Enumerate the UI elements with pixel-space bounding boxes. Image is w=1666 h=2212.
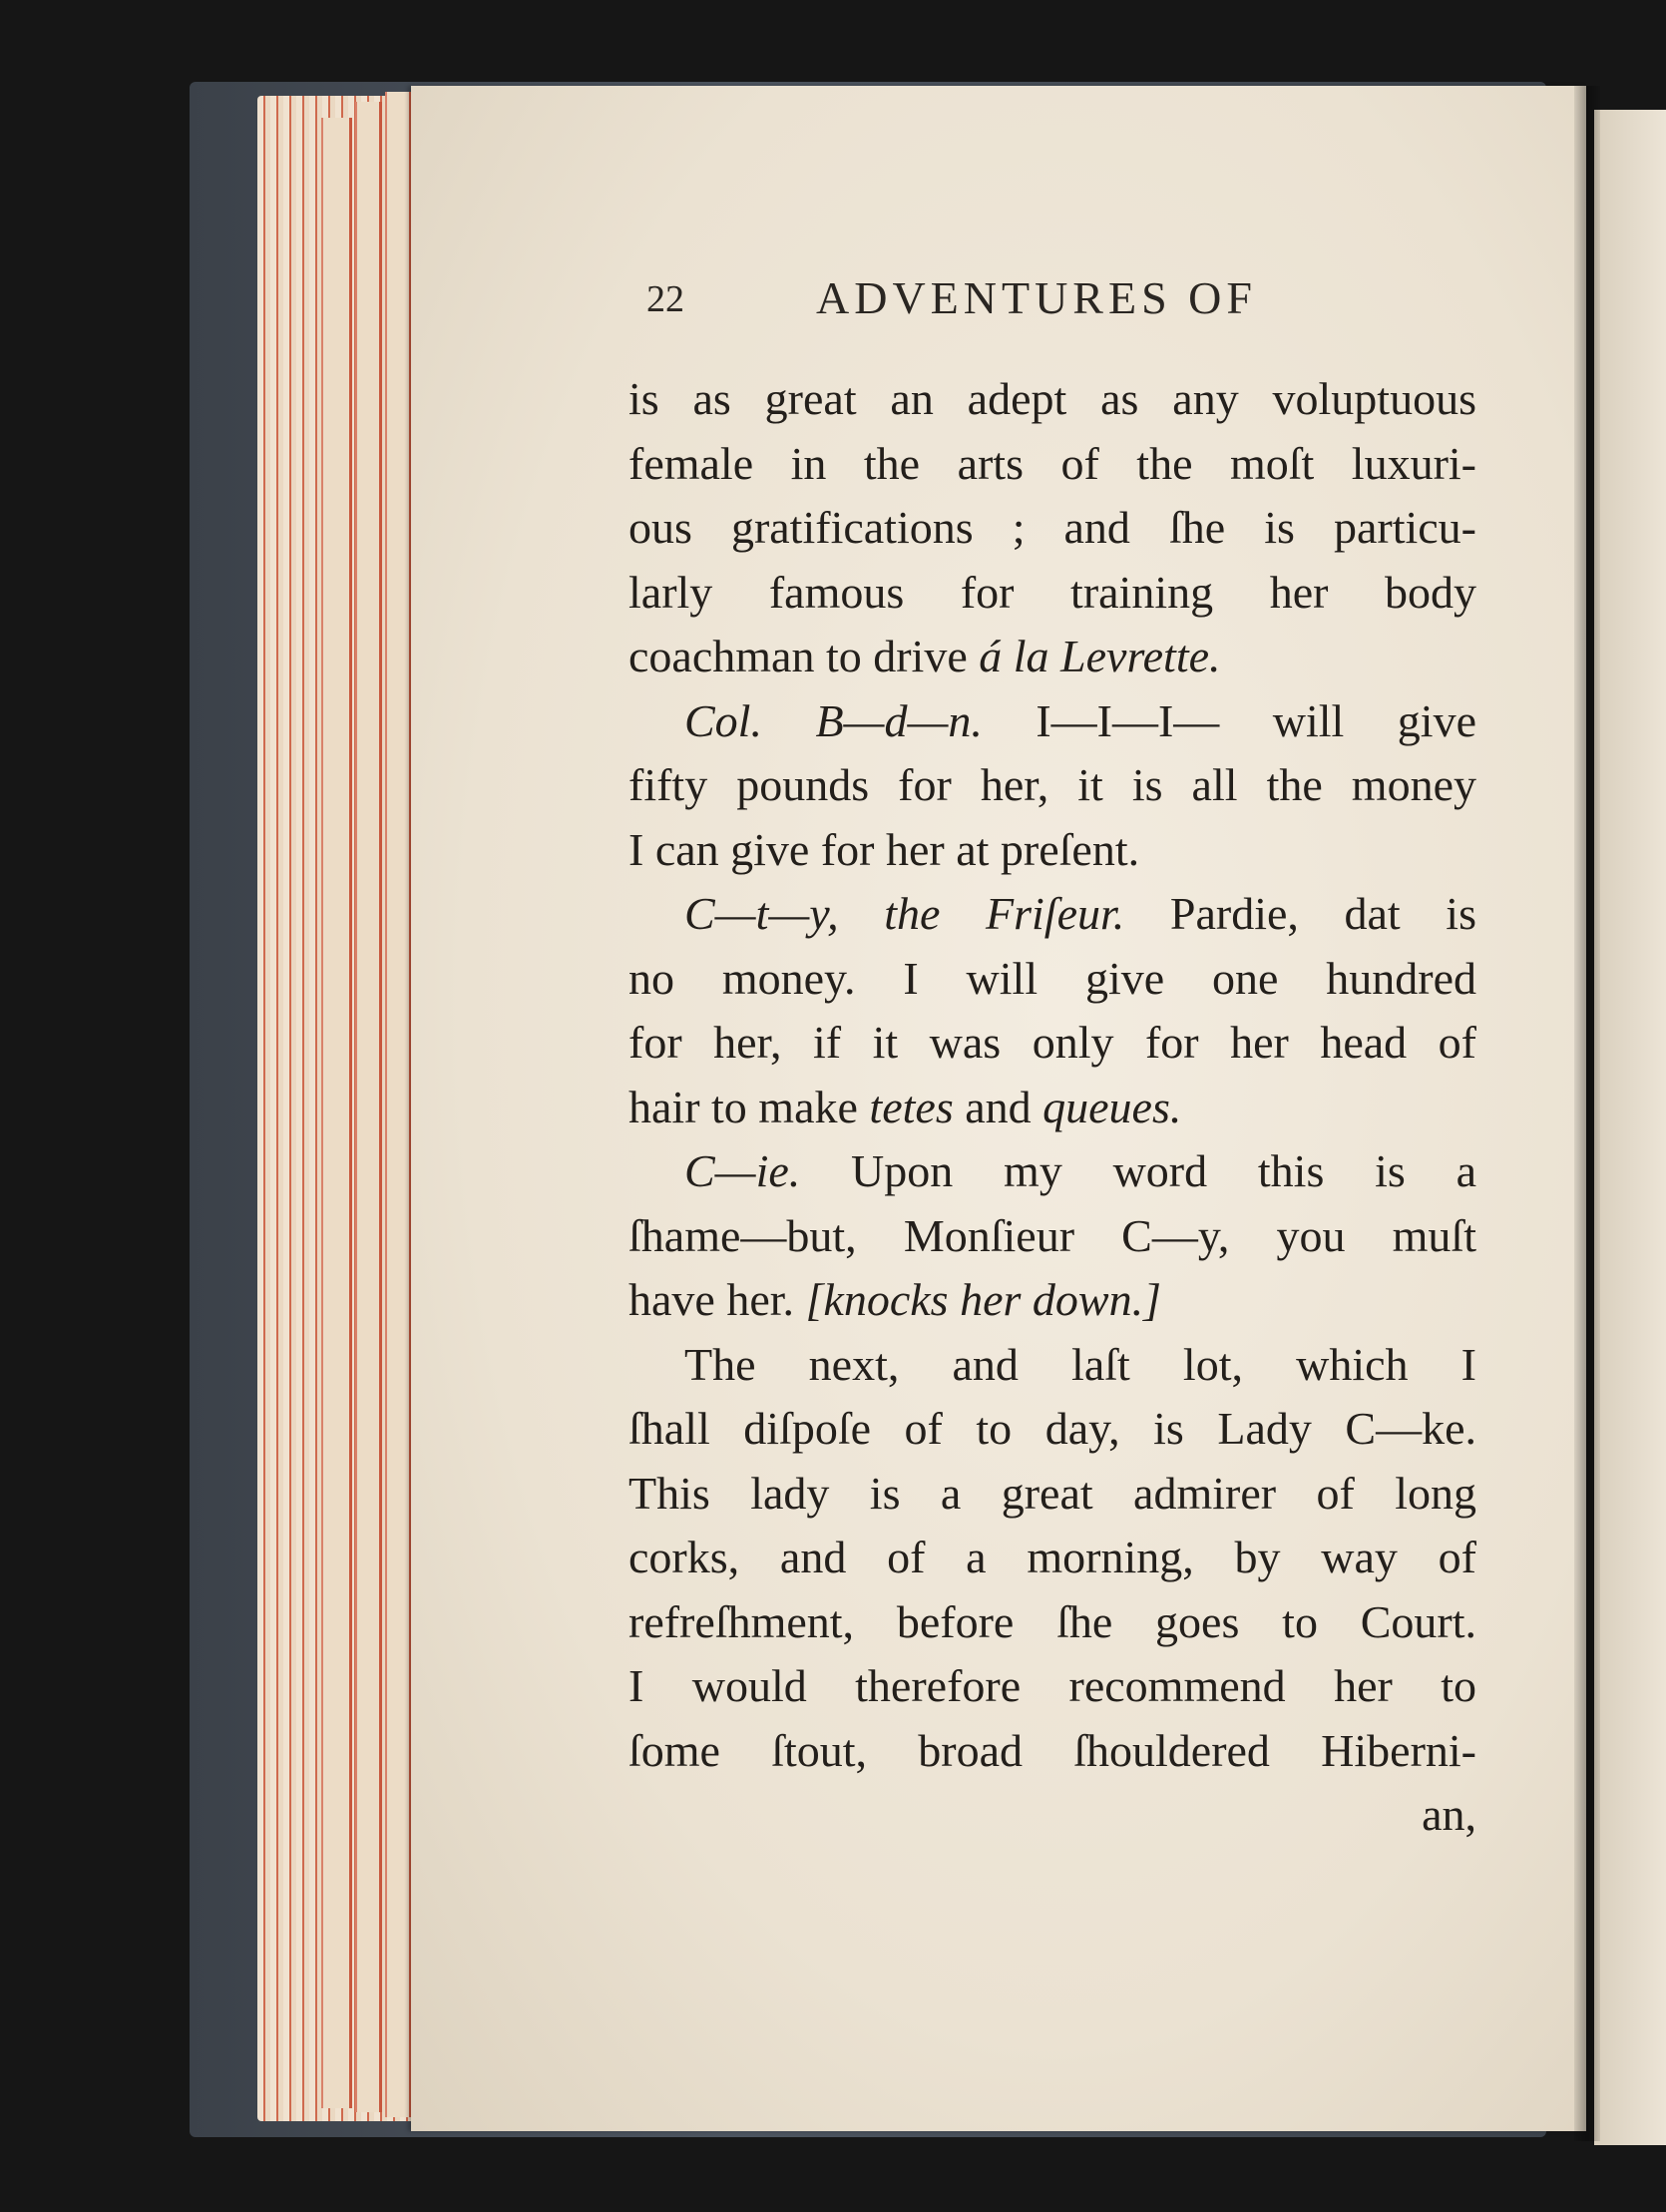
text-line: corks, and of a morning, by way of (628, 1532, 1476, 1582)
body-text (628, 367, 1476, 1848)
text-line: ſome ſtout, broad ſhouldered Hiberni- (628, 1724, 1476, 1776)
speech-line (628, 1139, 1476, 1204)
running-head (646, 271, 1335, 331)
text-line: is as great an adept as any voluptuous (628, 373, 1476, 424)
text-line: ſhame—but, Monſieur C—y, you muſt (628, 1209, 1476, 1261)
text-line (628, 1076, 1476, 1140)
speaker-name: C—ie. (684, 1145, 801, 1196)
speech-line (628, 689, 1476, 754)
text-run: Pardie, dat is (1124, 888, 1476, 939)
text-line: refreſhment, before ſhe goes to Court. (628, 1595, 1476, 1647)
speaker-name: C—t—y, the Friſeur. (684, 888, 1125, 939)
catchword: an, (1422, 1789, 1476, 1840)
text-line: larly famous for training her body (628, 566, 1476, 618)
text-line: This lady is a great admirer of long (628, 1467, 1476, 1519)
speaker-name: Col. B—d—n. (684, 694, 983, 746)
page-edge-layer (355, 102, 382, 2112)
text-line: I can give for her at preſent. (628, 823, 1140, 875)
speech-line (628, 882, 1476, 947)
page-edge-layer (385, 92, 412, 2117)
text-run: hair to make (628, 1081, 870, 1132)
italic-run: tetes (869, 1081, 954, 1132)
running-title: ADVENTURES OF (816, 272, 1257, 323)
italic-run: queues. (1042, 1081, 1182, 1132)
text-line: ſhall diſpoſe of to day, is Lady C—ke. (628, 1403, 1476, 1454)
text-line: no money. I will give one hundred (628, 952, 1476, 1004)
stage-direction: [knocks her down.] (805, 1274, 1161, 1325)
text-line: I would therefore recommend her to (628, 1660, 1476, 1711)
text-line: The next, and laſt lot, which I (684, 1338, 1476, 1390)
text-run: have her. (628, 1274, 806, 1325)
text-run: and (953, 1081, 1043, 1132)
text-line: ous gratifications ; and ſhe is particu- (628, 502, 1476, 553)
text-line: fifty pounds for her, it is all the money (628, 759, 1476, 810)
text-run: coachman to drive (628, 631, 980, 681)
text-line: for her, if it was only for her head of (628, 1017, 1476, 1068)
italic-run: á la Levrette. (979, 631, 1221, 681)
text-run: I—I—I— will give (982, 694, 1476, 746)
page-edge-layer (321, 118, 352, 2108)
page-gutter (1574, 86, 1600, 2141)
text-run: Upon my word this is a (800, 1145, 1476, 1196)
text-line (628, 1268, 1476, 1333)
facing-page-edge (1594, 110, 1666, 2145)
text-line (628, 625, 1476, 689)
page-number: 22 (646, 278, 684, 320)
text-line: female in the arts of the moſt luxuri- (628, 437, 1476, 489)
